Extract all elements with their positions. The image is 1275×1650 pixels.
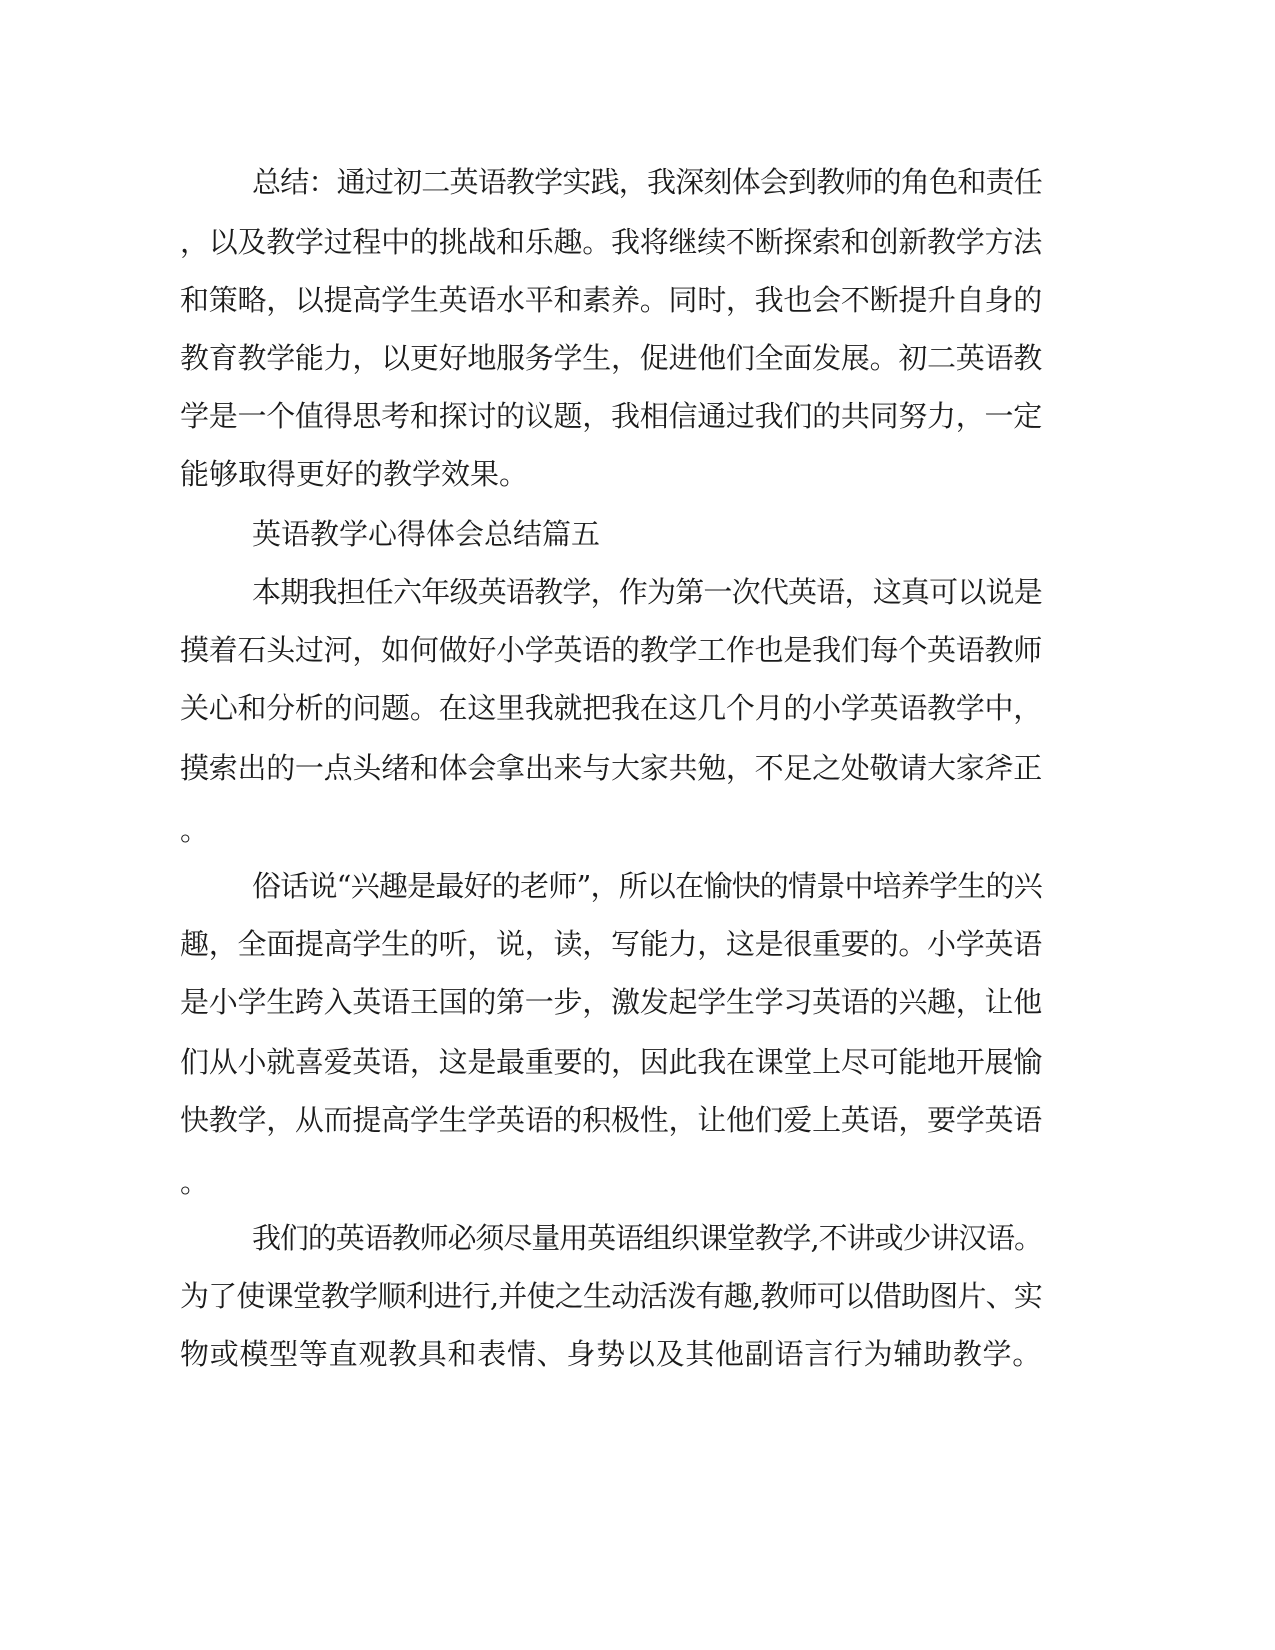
- paragraph-line: 能够取得更好的教学效果。: [180, 457, 529, 491]
- paragraph-line: 物或模型等直观教具和表情、身势以及其他副语言行为辅助教学。: [180, 1337, 1042, 1371]
- paragraph-line: 俗话说“兴趣是最好的老师”，所以在愉快的情景中培养学生的兴: [252, 869, 1042, 903]
- paragraph-line: 和策略，以提高学生英语水平和素养。同时，我也会不断提升自身的: [180, 283, 1042, 317]
- paragraph-line: 。: [180, 1165, 210, 1199]
- paragraph-line: 们从小就喜爱英语，这是最重要的，因此我在课堂上尽可能地开展愉: [180, 1045, 1042, 1079]
- paragraph-line: 本期我担任六年级英语教学，作为第一次代英语，这真可以说是: [252, 575, 1042, 609]
- paragraph-line: 是小学生跨入英语王国的第一步，激发起学生学习英语的兴趣，让他: [180, 985, 1042, 1019]
- paragraph-line: 总结：通过初二英语教学实践，我深刻体会到教师的角色和责任: [252, 165, 1042, 199]
- paragraph-line: 。: [180, 813, 210, 847]
- paragraph-line: 摸索出的一点头绪和体会拿出来与大家共勉，不足之处敬请大家斧正: [180, 751, 1042, 785]
- paragraph-line: 我们的英语教师必须尽量用英语组织课堂教学,不讲或少讲汉语。: [252, 1221, 1042, 1255]
- paragraph-line: 为了使课堂教学顺利进行,并使之生动活泼有趣,教师可以借助图片、实: [180, 1279, 1042, 1313]
- paragraph-line: 学是一个值得思考和探讨的议题，我相信通过我们的共同努力，一定: [180, 399, 1042, 433]
- paragraph-line: 教育教学能力，以更好地服务学生，促进他们全面发展。初二英语教: [180, 341, 1042, 375]
- paragraph-line: 摸着石头过河，如何做好小学英语的教学工作也是我们每个英语教师: [180, 633, 1042, 667]
- paragraph-line: 快教学，从而提高学生学英语的积极性，让他们爱上英语，要学英语: [180, 1103, 1042, 1137]
- section-heading: 英语教学心得体会总结篇五: [252, 517, 601, 551]
- paragraph-line: ，以及教学过程中的挑战和乐趣。我将继续不断探索和创新教学方法: [180, 225, 1042, 259]
- paragraph-line: 关心和分析的问题。在这里我就把我在这几个月的小学英语教学中，: [180, 691, 1042, 725]
- paragraph-line: 趣，全面提高学生的听，说，读，写能力，这是很重要的。小学英语: [180, 927, 1042, 961]
